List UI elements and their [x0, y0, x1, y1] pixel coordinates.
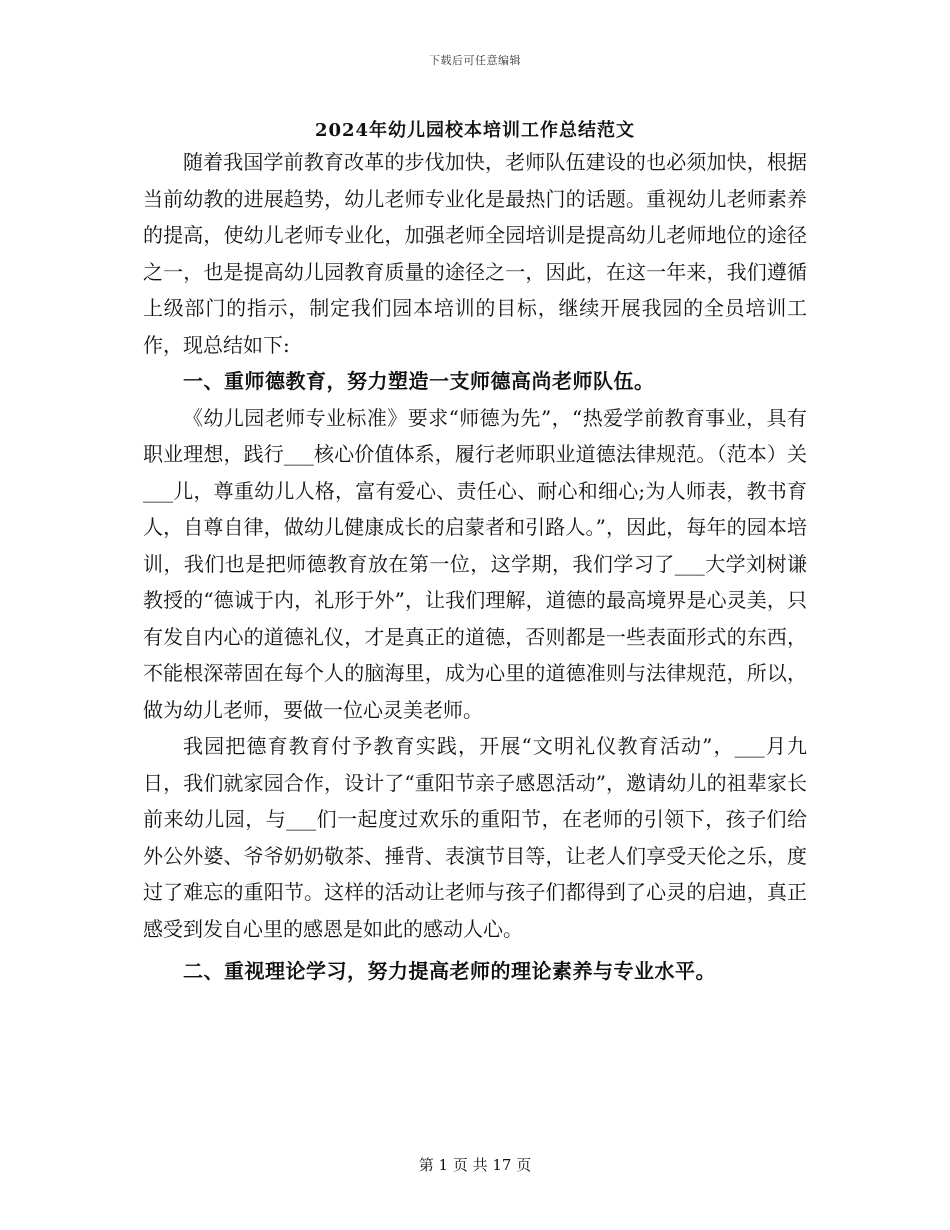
document-title: 2024年幼儿园校本培训工作总结范文: [314, 120, 636, 141]
section-1-paragraph-2: 我园把德育教育付予教育实践，开展“文明礼仪教育活动”，___月九日，我们就家园合作，设计了“重阳节亲子感恩活动”，邀请幼儿的祖辈家长前来幼儿园，与___们一起度过欢乐的重阳节，在老师的引领下，孩子们给外公外婆、爷爷奶奶敬茶、捶背、表演节目等，让老人们享受天伦之乐，度过了难忘的重阳节。这样的活动让老师与孩子们都得到了心灵的启迪，真正感受到发自心里的感恩是如此的感动人心。: [143, 734, 807, 941]
intro-paragraph: 随着我国学前教育改革的步伐加快，老师队伍建设的也必须加快，根据当前幼教的进展趋势，幼儿老师专业化是最热门的话题。重视幼儿老师素养的提高，使幼儿老师专业化，加强老师全园培训是提高幼儿老师地位的途径之一，也是提高幼儿园教育质量的途径之一，因此，在这一年来，我们遵循上级部门的指示，制定我们园本培训的目标，继续开展我园的全员培训工作，现总结如下:: [143, 150, 807, 357]
section-2-heading: 二、重视理论学习，努力提高老师的理论素养与专业水平。: [183, 959, 716, 983]
document-body: [143, 144, 807, 990]
section-1-paragraph-1: 《幼儿园老师专业标准》要求“师德为先”，“热爱学前教育事业，具有职业理想，践行___核心价值体系，履行老师职业道德法律规范。（范本）关___儿，尊重幼儿人格，富有爱心、责任心、耐心和细心;为人师表，教书育人，自尊自律，做幼儿健康成长的启蒙者和引路人。”，因此，每年的园本培训，我们也是把师德教育放在第一位，这学期，我们学习了___大学刘树谦教授的“德诚于内，礼形于外”，让我们理解，道德的最高境界是心灵美，只有发自内心的道德礼仪，才是真正的道德，否则都是一些表面形式的东西，不能根深蒂固在每个人的脑海里，成为心里的道德准则与法律规范，所以，做为幼儿老师，要做一位心灵美老师。: [143, 405, 807, 722]
page-number-footer: 第 1 页 共 17 页: [418, 1156, 532, 1174]
section-1-heading: 一、重师德教育，努力塑造一支师德高尚老师队伍。: [183, 369, 655, 393]
page-header-note: 下载后可任意编辑: [429, 54, 521, 67]
